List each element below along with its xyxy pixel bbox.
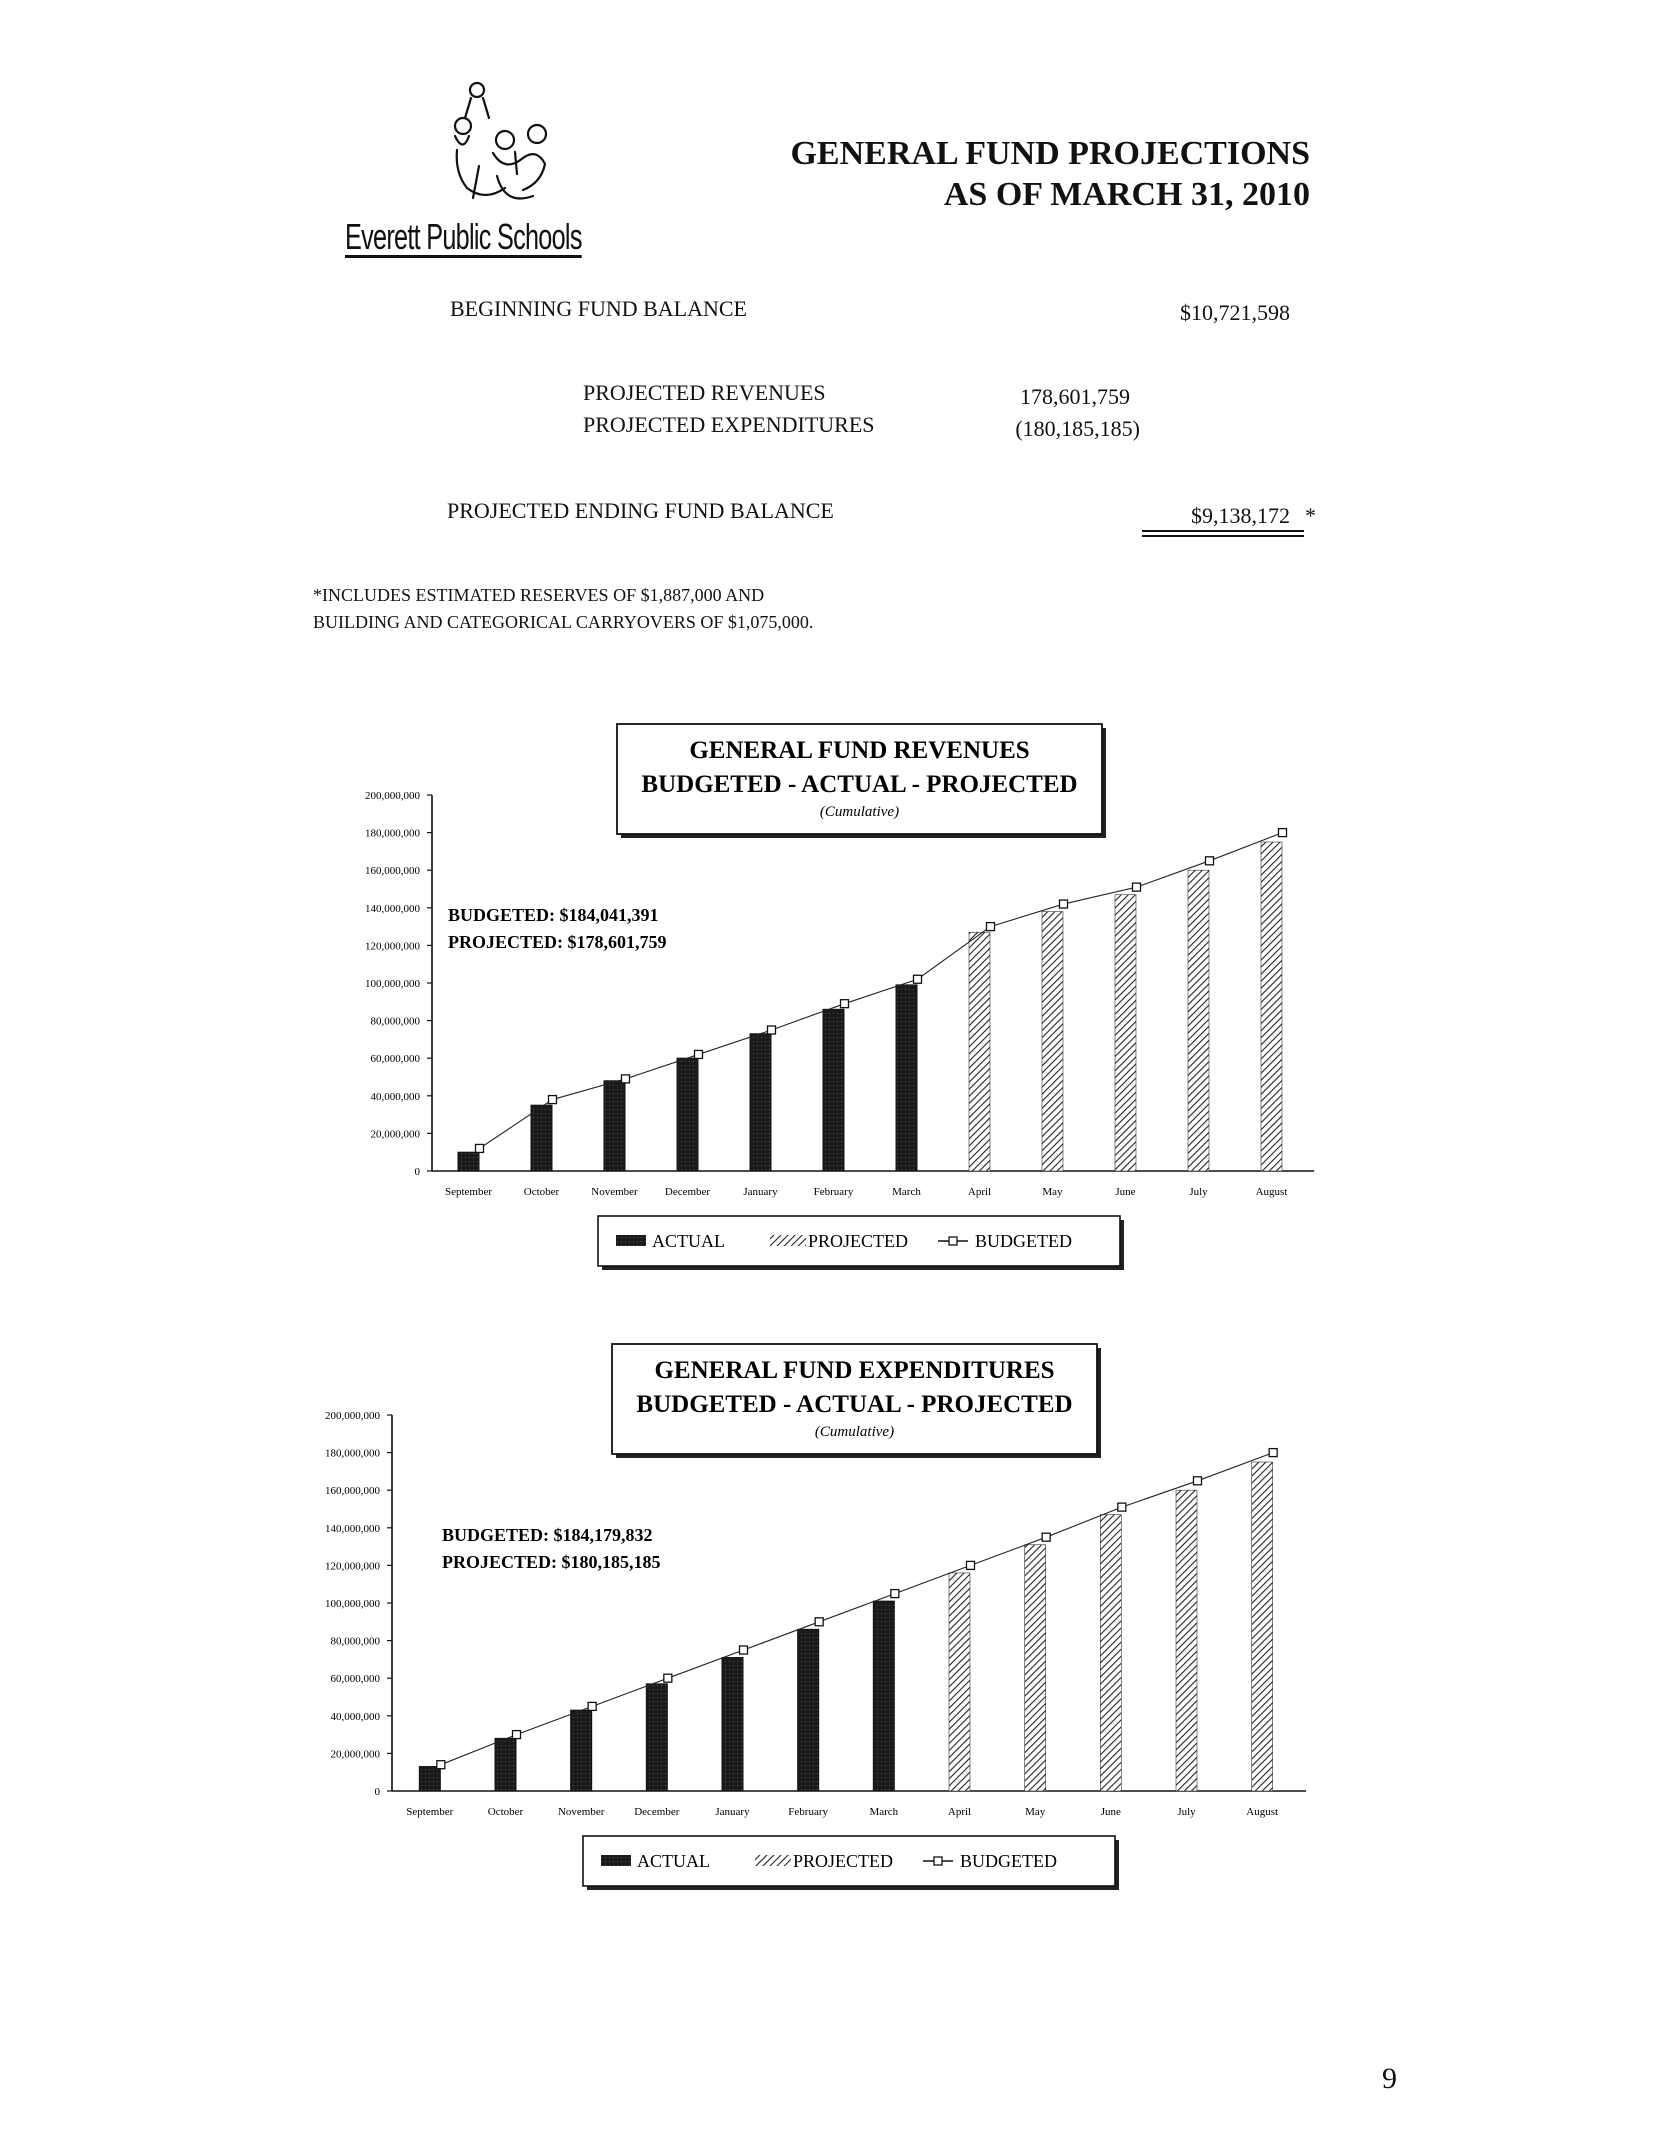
legend-projected-swatch [770,1235,806,1246]
x-tick-label: May [1025,1806,1046,1818]
legend-projected-swatch [755,1855,791,1866]
budgeted-marker [841,1000,849,1008]
x-tick-label: January [743,1186,778,1198]
y-tick-label: 0 [414,1166,420,1178]
legend-actual-label: ACTUAL [637,1851,710,1871]
x-tick-label: January [715,1806,750,1818]
children-logo-icon [405,78,585,208]
x-tick-label: December [634,1806,680,1818]
projected-bar [1115,895,1136,1171]
y-tick-label: 0 [374,1786,380,1798]
x-tick-label: July [1177,1806,1196,1818]
budgeted-marker [476,1144,484,1152]
actual-bar [677,1058,698,1171]
ending-balance-marker: * [1305,503,1316,528]
beginning-balance-value: $10,721,598 [1180,300,1290,325]
budgeted-marker [967,1561,975,1569]
page-number: 9 [1382,2062,1397,2095]
logo-text: Everett Public Schools [345,216,582,257]
actual-bar [419,1767,440,1791]
actual-bar [571,1710,592,1791]
y-tick-label: 120,000,000 [365,940,420,953]
x-tick-label: June [1100,1806,1121,1818]
y-tick-label: 200,000,000 [325,1410,380,1422]
legend-projected-label: PROJECTED [793,1851,894,1871]
actual-bar [823,1009,844,1171]
projected-expenditures-value: (180,185,185) [1015,416,1140,441]
budgeted-marker [1042,1533,1050,1541]
y-tick-label: 100,000,000 [325,1598,380,1610]
projected-bar [1261,842,1282,1171]
budgeted-marker [768,1026,776,1034]
y-tick-label: 60,000,000 [330,1673,380,1686]
actual-bar [495,1738,516,1791]
actual-bar [531,1105,552,1171]
y-tick-label: 60,000,000 [370,1053,420,1066]
budgeted-marker [513,1731,521,1739]
budgeted-marker [815,1618,823,1626]
x-tick-label: August [1246,1806,1279,1818]
x-tick-label: November [557,1806,605,1818]
x-tick-label: July [1189,1186,1208,1198]
budgeted-marker [664,1674,672,1682]
x-tick-label: November [591,1186,638,1198]
x-tick-label: October [523,1186,560,1198]
legend-budgeted-label: BUDGETED [960,1851,1057,1871]
x-tick-label: June [1115,1186,1136,1198]
budgeted-marker [1118,1503,1126,1511]
y-tick-label: 20,000,000 [370,1128,420,1141]
legend-budgeted-label: BUDGETED [975,1231,1072,1251]
page-title-line2: AS OF MARCH 31, 2010 [943,176,1310,213]
projected-bar [1252,1462,1273,1791]
budgeted-line [480,833,1283,1149]
budgeted-marker [588,1702,596,1710]
chart-subtitle: BUDGETED - ACTUAL - PROJECTED [636,1391,1073,1418]
y-tick-label: 140,000,000 [365,902,420,915]
projected-expenditures-label: PROJECTED EXPENDITURES [583,412,875,437]
actual-bar [750,1034,771,1171]
y-tick-label: 120,000,000 [325,1560,380,1573]
reserves-note-line1: *INCLUDES ESTIMATED RESERVES OF $1,887,000 AND [313,585,765,605]
beginning-balance-label: BEGINNING FUND BALANCE [450,296,747,321]
budgeted-marker [740,1646,748,1654]
double-underline [1142,530,1304,537]
legend-actual-swatch [601,1855,631,1866]
budgeted-marker [1194,1477,1202,1485]
actual-bar [798,1629,819,1791]
y-tick-label: 40,000,000 [370,1090,420,1103]
legend-actual-swatch [616,1235,646,1246]
projected-bar [1176,1490,1197,1791]
legend-budgeted-marker [934,1857,942,1865]
x-tick-label: August [1255,1186,1288,1198]
budgeted-marker [695,1050,703,1058]
x-tick-label: September [406,1806,454,1818]
chart-annotation: PROJECTED: $178,601,759 [448,932,667,952]
actual-bar [896,985,917,1171]
chart-title: GENERAL FUND EXPENDITURES [654,1357,1055,1384]
projected-bar [949,1573,970,1791]
y-tick-label: 40,000,000 [330,1710,380,1723]
x-tick-label: February [788,1806,829,1818]
actual-bar [873,1601,894,1791]
projected-bar [1025,1545,1046,1791]
y-tick-label: 100,000,000 [365,978,420,990]
x-tick-label: December [664,1186,711,1198]
x-tick-label: April [967,1186,992,1198]
actual-bar [604,1081,625,1171]
budgeted-marker [1269,1449,1277,1457]
budgeted-marker [622,1075,630,1083]
actual-bar [722,1658,743,1791]
page-title-line1: GENERAL FUND PROJECTIONS [790,135,1310,172]
budgeted-marker [987,923,995,931]
y-tick-label: 200,000,000 [365,790,420,802]
budgeted-marker [1133,883,1141,891]
y-tick-label: 160,000,000 [365,865,420,878]
legend-projected-label: PROJECTED [808,1231,909,1251]
y-tick-label: 80,000,000 [330,1635,380,1648]
legend-budgeted-marker [949,1237,957,1245]
actual-bar [646,1684,667,1791]
x-tick-label: April [947,1806,972,1818]
chart-title: GENERAL FUND REVENUES [689,737,1030,764]
x-tick-label: March [869,1806,899,1818]
projected-bar [1100,1515,1121,1791]
y-tick-label: 80,000,000 [370,1015,420,1028]
projected-bar [1042,912,1063,1171]
budgeted-marker [891,1590,899,1598]
chart-annotation: BUDGETED: $184,179,832 [442,1525,653,1545]
y-tick-label: 20,000,000 [330,1748,380,1761]
x-tick-label: October [487,1806,524,1818]
projected-revenues-value: 178,601,759 [1020,384,1130,409]
budgeted-marker [914,975,922,983]
budgeted-marker [1060,900,1068,908]
y-tick-label: 160,000,000 [325,1485,380,1498]
chart-annotation: BUDGETED: $184,041,391 [448,905,659,925]
y-tick-label: 180,000,000 [325,1447,380,1460]
budgeted-marker [549,1096,557,1104]
budgeted-marker [1279,829,1287,837]
budgeted-marker [437,1761,445,1769]
projected-bar [1188,870,1209,1171]
revenues-chart [0,700,1664,1280]
chart-annotation: PROJECTED: $180,185,185 [442,1552,661,1572]
budgeted-marker [1206,857,1214,865]
projected-bar [969,932,990,1171]
budgeted-line [441,1453,1273,1765]
projected-revenues-label: PROJECTED REVENUES [583,380,826,405]
y-tick-label: 180,000,000 [365,827,420,840]
chart-note: (Cumulative) [819,804,900,820]
ending-balance-value: $9,138,172 [1191,503,1290,528]
chart-subtitle: BUDGETED - ACTUAL - PROJECTED [641,771,1078,798]
logo [345,78,605,268]
expenditures-chart [0,1320,1664,1900]
legend-actual-label: ACTUAL [652,1231,725,1251]
ending-balance-label: PROJECTED ENDING FUND BALANCE [447,498,834,523]
x-tick-label: September [444,1186,493,1198]
actual-bar [458,1152,479,1171]
chart-note: (Cumulative) [814,1424,895,1440]
reserves-note-line2: BUILDING AND CATEGORICAL CARRYOVERS OF $1,075,000. [313,612,814,632]
x-tick-label: March [892,1186,921,1198]
y-tick-label: 140,000,000 [325,1522,380,1535]
x-tick-label: February [813,1186,854,1198]
x-tick-label: May [1042,1186,1063,1198]
